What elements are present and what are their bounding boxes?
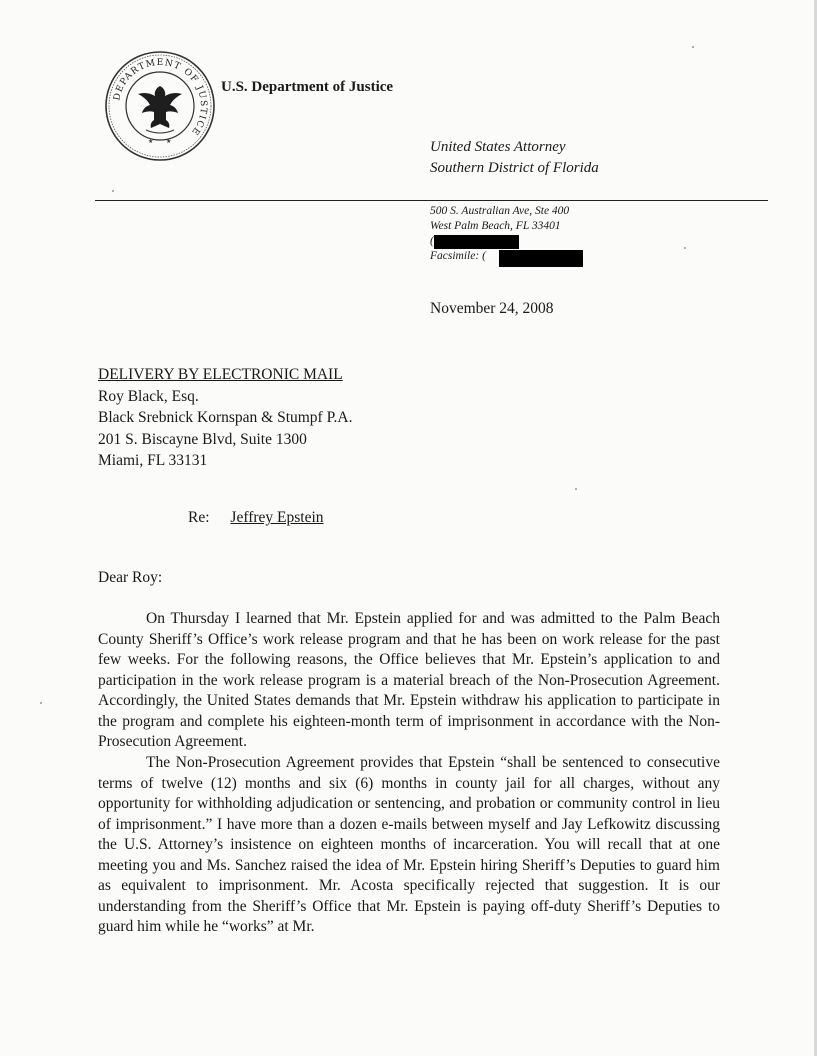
recipient-firm: Black Srebnick Kornspan & Stumpf P.A.	[98, 409, 353, 426]
recipient-name: Roy Black, Esq.	[98, 387, 199, 405]
salutation: Dear Roy:	[98, 569, 163, 586]
agency-name: U.S. Department of Justice	[221, 79, 394, 95]
scan-speck	[684, 247, 686, 249]
office-address	[430, 204, 569, 264]
body-paragraph-1: On Thursday I learned that Mr. Epstein applied for and was admitted to the Palm Beach County Sheriff’s Office’s work release program and that he has been on work release for the past few weeks. For the following reasons, the Office believes that Mr. Epstein’s application to and participation in the work release program is a material breach of the Non-Prosecution Agreement. Accordingly, the United States demands that Mr. Epstein withdraw his application to participate in the program and complete his eighteen-month term of imprisonment in accordance with the Non-Prosecution Agreement.	[98, 610, 720, 750]
doj-seal	[104, 50, 216, 162]
office-block	[430, 137, 599, 179]
delivery-method: DELIVERY BY ELECTRONIC MAIL	[98, 366, 343, 383]
address-street: 500 S. Australian Ave, Ste 400	[430, 205, 570, 217]
phone-paren: (	[430, 235, 434, 247]
fax-label: Facsimile:	[430, 250, 480, 262]
fax-paren: (	[482, 250, 486, 262]
svg-text:★: ★	[148, 138, 154, 145]
re-line	[188, 509, 324, 527]
office-title: United States Attorney	[430, 139, 566, 155]
svg-text:★: ★	[166, 138, 172, 145]
scan-speck	[575, 488, 577, 490]
office-district: Southern District of Florida	[430, 160, 599, 176]
scan-speck	[112, 190, 114, 192]
recipient-block	[98, 364, 352, 472]
address-city: West Palm Beach, FL 33401	[430, 220, 561, 232]
seal-lettering: DEPARTMENT OF JUSTICE	[112, 57, 209, 138]
re-subject: Jeffrey Epstein	[230, 509, 324, 526]
letter-date: November 24, 2008	[430, 300, 554, 317]
fax-redaction	[499, 250, 583, 267]
scan-speck	[40, 702, 42, 704]
body-paragraph-2: The Non-Prosecution Agreement provides that Epstein “shall be sentenced to consecutive terms of twelve (12) months and six (6) months in county jail for all charges, without any opportunity for withholding adjudication or sentencing, and probation or community control in lieu of imprisonment.” I have more than a dozen e-mails between myself and Jay Lefkowitz discussing the U.S. Attorney’s insistence on eighteen months of incarceration. You will recall that at one meeting you and Ms. Sanchez raised the idea of Mr. Epstein hiring Sheriff’s Deputies to guard him as equivalent to imprisonment. Mr. Acosta specifically rejected that suggestion. It is our understanding from the Sheriff’s Office that Mr. Epstein is paying off-duty Sheriff’s Deputies to guard him while he “works” at Mr.	[98, 754, 720, 935]
recipient-street: 201 S. Biscayne Blvd, Suite 1300	[98, 430, 307, 448]
phone-redaction	[434, 235, 519, 249]
re-label: Re:	[188, 509, 210, 526]
scan-speck	[692, 46, 694, 48]
letterhead-divider	[95, 200, 768, 201]
recipient-city: Miami, FL 33131	[98, 452, 208, 469]
